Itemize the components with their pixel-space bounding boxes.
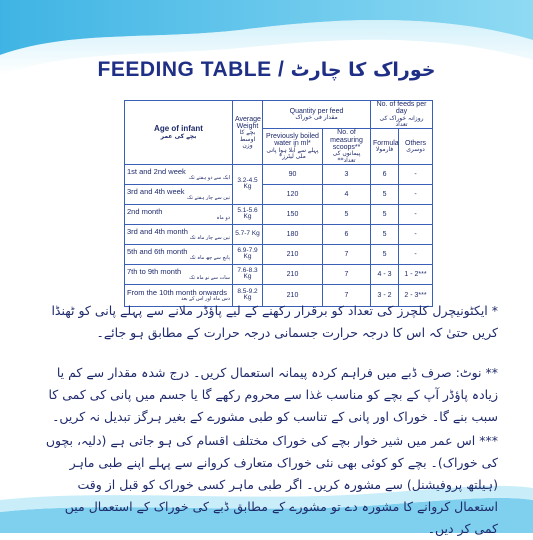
weight-cell: 6.9-7.9 Kg xyxy=(233,244,263,264)
note-2: ** نوٹ: صرف ڈبے میں فراہم کردہ پیمانہ استعمال کریں۔ درج شدہ مقدار سے کم یا زیادہ پاؤڈر آپ کے بچے کو مناسب غذا سے محروم رکھے گا یا جسم میں پانی کی کمی کا سبب بنے گا۔ خوراک اور پانی کے تناسب کو طبی مشورے کے بغیر ہرگز تبدیل نہ کریں۔ xyxy=(48,365,498,424)
qty-header-en: Quantity per feed xyxy=(289,107,344,115)
age-cell: 3rd and 4th month تین سے چار ماہ تک xyxy=(125,224,233,244)
scoops-cell: 6 xyxy=(323,224,371,244)
formula-header-ur: فارمولا xyxy=(375,146,394,154)
note-3: *** اس عمر میں شیر خوار بچے کی خوراک مختلف اقسام کی ہو جاتی ہے (دلیہ، بچوں کی خوراک)۔ بچے کو کوئی بھی نئی خوراک متعارف کروانے سے پہلے اپنے طبی ماہر (ہیلتھ پروفیشنل) سے مشورہ کریں۔ اگر طبی ماہر کسی خوراک کو قبل از وقت استعمال کروانے کا مشورہ دے تو مشورے کے مطابق ڈبے کی خوراک کے استعمال میں کمی کر دیں۔ xyxy=(45,433,498,536)
scoops-header xyxy=(323,129,371,165)
water-cell: 210 xyxy=(263,284,323,306)
weight-header xyxy=(233,101,263,165)
title-slash: / xyxy=(277,58,285,81)
table-row xyxy=(125,224,433,244)
water-cell: 180 xyxy=(263,224,323,244)
weight-header-en: Average Weight xyxy=(235,115,261,130)
water-cell: 90 xyxy=(263,164,323,184)
table-row xyxy=(125,244,433,264)
others-cell: 2 - 3*** xyxy=(399,284,433,306)
weight-cell: 3.2-4.5 Kg xyxy=(233,164,263,204)
age-header-ur: بچے کی عمر xyxy=(160,132,197,140)
formula-cell: 5 xyxy=(371,204,399,224)
age-header-en: Age of infant xyxy=(154,124,203,134)
table-row xyxy=(125,164,433,184)
formula-cell: 3 - 2 xyxy=(371,284,399,306)
weight-cell: 7.6-8.3 Kg xyxy=(233,264,263,284)
qty-header-ur: مقدار فی خوراک xyxy=(295,114,338,122)
weight-cell: 8.5-9.2 Kg xyxy=(233,284,263,306)
others-cell: - xyxy=(399,164,433,184)
others-cell: 1 - 2*** xyxy=(399,264,433,284)
formula-header-en: Formula xyxy=(373,139,399,147)
others-cell: - xyxy=(399,204,433,224)
page-title xyxy=(0,58,533,82)
scoops-header-ur: پیمانوں کی تعداد** xyxy=(332,150,361,164)
age-header xyxy=(125,101,233,165)
weight-header-ur: بچے کا اوسط وزن xyxy=(239,129,256,149)
feeds-header-en: No. of feeds per day xyxy=(376,101,427,116)
title-en: FEEDING TABLE xyxy=(97,58,272,81)
scoops-header-en: No. of measuring scoops** xyxy=(330,129,363,151)
weight-cell: 5.1-5.6 Kg xyxy=(233,204,263,224)
others-header-en: Others xyxy=(405,139,427,147)
feeds-header xyxy=(371,101,433,129)
water-header xyxy=(263,129,323,165)
formula-cell: 4 - 3 xyxy=(371,264,399,284)
others-cell: - xyxy=(399,244,433,264)
others-header-ur: دوسری xyxy=(406,146,425,154)
others-cell: - xyxy=(399,224,433,244)
note-1: * ایکٹونیچرل کلچرز کی تعداد کو برقرار رکھنے کے لیے پاؤڈر ملانے سے پہلے پانی کو ٹھنڈا کریں حتیٰ کہ اس کا درجہ حرارت جسمانی درجہ حرارت کے مطابق ہو جائے۔ xyxy=(51,303,498,340)
age-cell: 7th to 9th month سات سے نو ماہ تک xyxy=(125,264,233,284)
others-header xyxy=(399,129,433,165)
scoops-cell: 7 xyxy=(323,284,371,306)
feeds-header-ur: روزانہ خوراک کی تعداد xyxy=(379,114,424,128)
water-cell: 120 xyxy=(263,184,323,204)
qty-header xyxy=(263,101,371,129)
formula-cell: 5 xyxy=(371,184,399,204)
age-cell: 5th and 6th month پانچ سے چھ ماہ تک xyxy=(125,244,233,264)
table-row xyxy=(125,264,433,284)
feeding-table xyxy=(124,100,433,307)
water-header-en: Previously boiled water in ml* xyxy=(266,132,319,148)
scoops-cell: 7 xyxy=(323,244,371,264)
water-cell: 150 xyxy=(263,204,323,224)
table-row xyxy=(125,204,433,224)
formula-header xyxy=(371,129,399,165)
age-cell: 1st and 2nd week ایک سے دو ہفتے تک xyxy=(125,164,233,184)
water-cell: 210 xyxy=(263,244,323,264)
scoops-cell: 4 xyxy=(323,184,371,204)
water-cell: 210 xyxy=(263,264,323,284)
water-header-ur: پہلے سے اُبلا ہوا پانی ملی لیٹرز* xyxy=(266,146,319,160)
age-cell: From the 10th month onwards دس ماہ اور اس کے بعد xyxy=(125,284,233,306)
formula-cell: 6 xyxy=(371,164,399,184)
formula-cell: 5 xyxy=(371,224,399,244)
scoops-cell: 5 xyxy=(323,204,371,224)
weight-cell: 5.7-7 Kg xyxy=(233,224,263,244)
scoops-cell: 7 xyxy=(323,264,371,284)
others-cell: - xyxy=(399,184,433,204)
formula-cell: 5 xyxy=(371,244,399,264)
age-cell: 2nd month دو ماہ xyxy=(125,204,233,224)
table-row xyxy=(125,184,433,204)
scoops-cell: 3 xyxy=(323,164,371,184)
title-ur: خوراک کا چارٹ xyxy=(290,59,436,81)
age-cell: 3rd and 4th week تین سے چار ہفتے تک xyxy=(125,184,233,204)
